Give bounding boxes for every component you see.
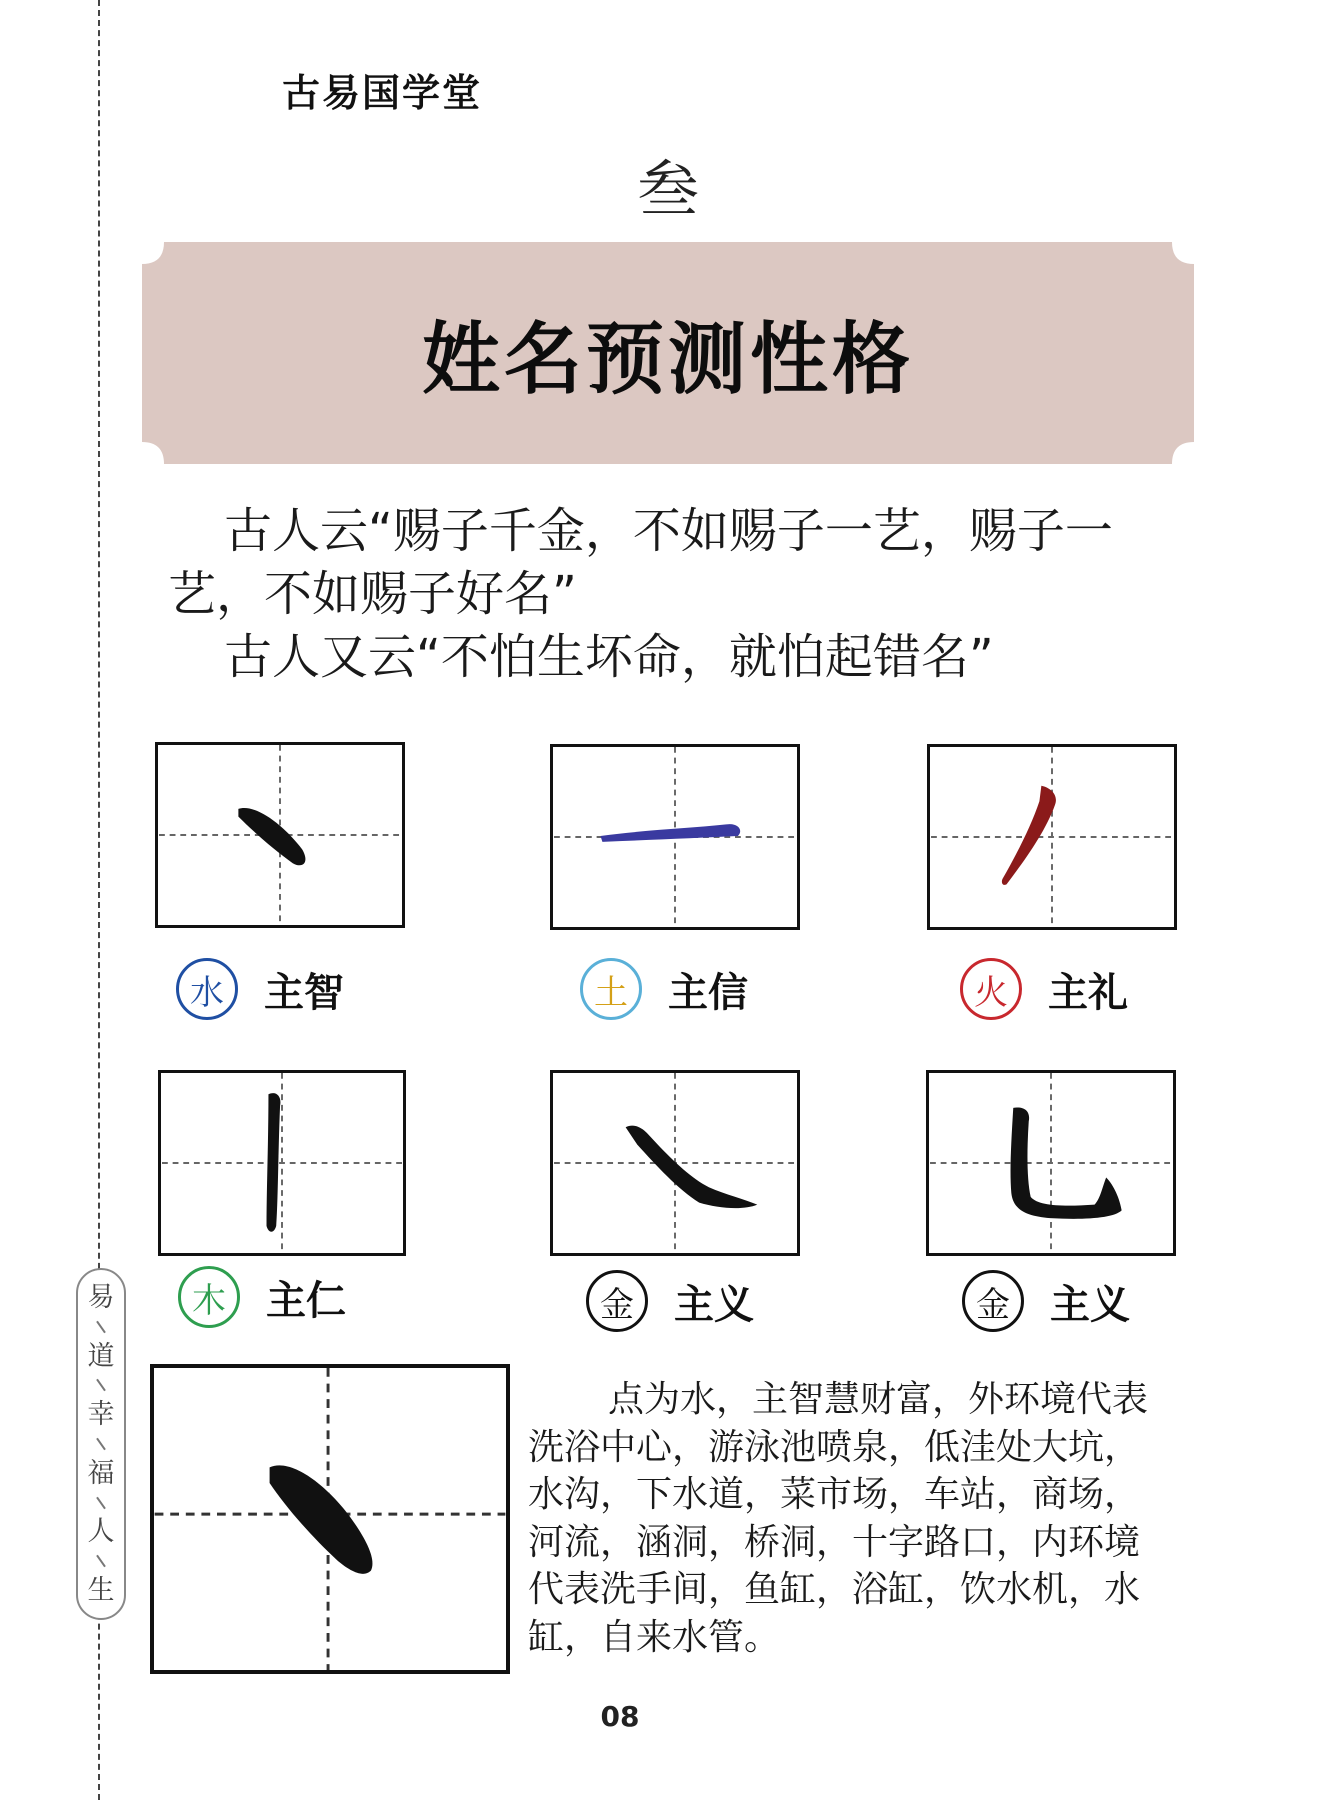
side-label-char: 易 bbox=[87, 1282, 115, 1313]
vertical-hook-stroke-icon bbox=[929, 1073, 1173, 1253]
stroke-box-left-falling bbox=[927, 744, 1177, 930]
caption-meaning: 主智 bbox=[264, 969, 344, 1016]
caption-meaning: 主义 bbox=[1050, 1281, 1130, 1328]
element-badge: 土 bbox=[580, 958, 642, 1020]
intro-line-1: 古人云“赐子千金，不如赐子一艺，赐子一艺，不如赐子好名” bbox=[168, 503, 1113, 622]
page-number: 08 bbox=[600, 1700, 640, 1733]
caption-fire bbox=[960, 958, 1128, 1020]
side-label-char: 福 bbox=[87, 1457, 115, 1489]
intro-line-2: 古人又云“不怕生坏命，就怕起错名” bbox=[224, 629, 994, 685]
element-badge: 木 bbox=[178, 1266, 240, 1328]
caption-water bbox=[176, 958, 344, 1020]
caption-earth bbox=[580, 958, 748, 1020]
banner-title: 姓名预测性格 bbox=[421, 315, 914, 405]
stroke-box-vertical-hook bbox=[926, 1070, 1176, 1256]
side-label-separator bbox=[96, 1496, 106, 1509]
stroke-box-vertical bbox=[158, 1070, 406, 1256]
side-label bbox=[76, 1268, 126, 1620]
large-dot-stroke-icon bbox=[154, 1368, 506, 1670]
caption-metal bbox=[586, 1270, 754, 1332]
caption-meaning: 主仁 bbox=[266, 1277, 346, 1324]
caption-meaning: 主礼 bbox=[1048, 969, 1128, 1016]
element-badge: 水 bbox=[176, 958, 238, 1020]
chapter-number: 叁 bbox=[636, 153, 699, 226]
caption-metal-2 bbox=[962, 1270, 1130, 1332]
left-falling-stroke-icon bbox=[930, 747, 1174, 927]
side-label-separator bbox=[96, 1320, 106, 1333]
side-label-char: 人 bbox=[87, 1516, 115, 1548]
side-label-char: 幸 bbox=[87, 1399, 115, 1431]
element-badge: 金 bbox=[586, 1270, 648, 1332]
brand-name: 古易国学堂 bbox=[282, 71, 483, 115]
stroke-box-horizontal bbox=[550, 744, 800, 930]
intro-text bbox=[168, 500, 1178, 689]
side-label-separator bbox=[96, 1555, 106, 1568]
right-falling-stroke-icon bbox=[553, 1073, 797, 1253]
stroke-box-right-falling bbox=[550, 1070, 800, 1256]
side-label-separator bbox=[96, 1438, 106, 1451]
caption-meaning: 主义 bbox=[674, 1281, 754, 1328]
stroke-box-dot bbox=[155, 742, 405, 928]
side-label-separator bbox=[96, 1379, 106, 1392]
caption-wood bbox=[178, 1266, 346, 1328]
caption-meaning: 主信 bbox=[668, 969, 748, 1016]
side-label-char: 道 bbox=[87, 1340, 115, 1372]
element-badge: 火 bbox=[960, 958, 1022, 1020]
description-text: 点为水，主智慧财富，外环境代表洗浴中心，游泳池喷泉，低洼处大坑，水沟，下水道，菜市场，车站，商场，河流，涵洞，桥洞，十字路口，内环境代表洗手间，鱼缸，浴缸，饮水机，水缸，自来水管。 bbox=[528, 1379, 1149, 1658]
vertical-stroke-icon bbox=[161, 1073, 403, 1253]
stroke-description bbox=[528, 1376, 1168, 1661]
element-badge: 金 bbox=[962, 1270, 1024, 1332]
side-label-char: 生 bbox=[87, 1574, 115, 1606]
large-stroke-box-dot bbox=[150, 1364, 510, 1674]
horizontal-stroke-icon bbox=[553, 747, 797, 927]
dot-stroke-icon bbox=[158, 745, 402, 925]
